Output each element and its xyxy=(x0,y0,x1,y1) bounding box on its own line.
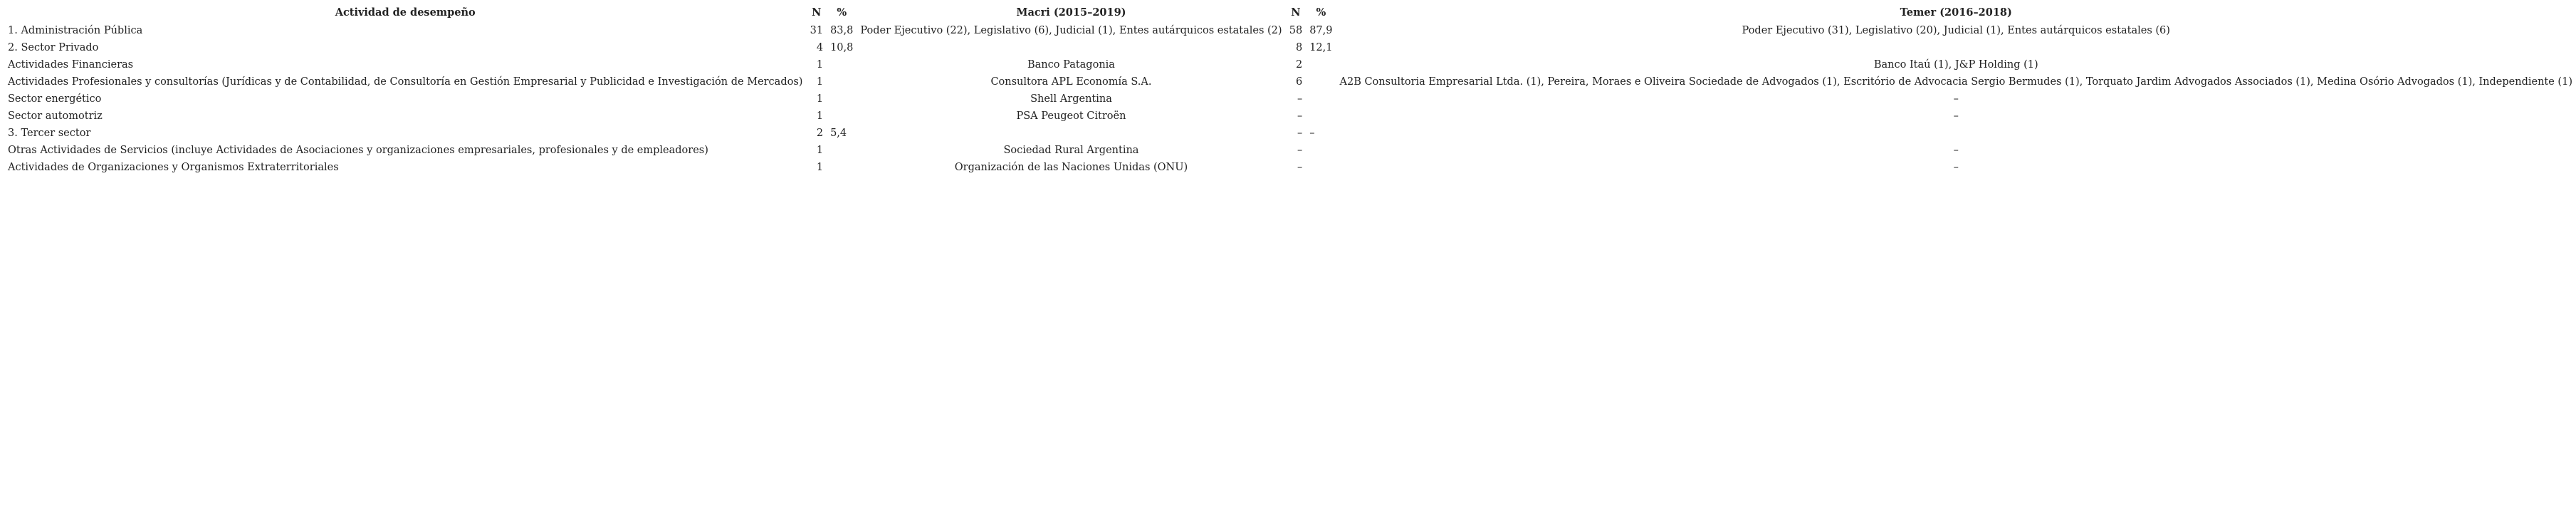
macri-detail-cell: Shell Argentina xyxy=(1030,93,1112,105)
temer-percent-cell: – xyxy=(1309,127,1315,139)
macri-percent-cell xyxy=(827,159,857,176)
macri-n-cell: 1 xyxy=(816,76,824,88)
macri-n-cell: 4 xyxy=(816,41,824,53)
table-row xyxy=(4,39,2576,56)
activity-table xyxy=(4,4,2576,176)
temer-percent-cell xyxy=(1306,108,1336,125)
temer-n-cell: – xyxy=(1297,127,1303,139)
table-header xyxy=(4,4,2576,22)
header-macri: Macri (2015–2019) xyxy=(1016,6,1126,19)
header-temer: Temer (2016–2018) xyxy=(1900,6,2012,19)
temer-percent-cell: 12,1 xyxy=(1309,41,1333,53)
temer-detail-cell xyxy=(1336,125,2576,142)
table-row xyxy=(4,90,2576,108)
table-row xyxy=(4,22,2576,39)
temer-n-cell: 2 xyxy=(1295,58,1303,71)
header-activity: Actividad de desempeño xyxy=(335,6,476,19)
temer-n-cell: 6 xyxy=(1295,76,1303,88)
macri-detail-cell: Poder Ejecutivo (22), Legislativo (6), Judicial (1), Entes autárquicos estatales (2) xyxy=(860,24,1282,36)
macri-percent-cell xyxy=(827,108,857,125)
macri-percent-cell xyxy=(827,90,857,108)
table-row xyxy=(4,56,2576,73)
macri-detail-cell: Consultora APL Economía S.A. xyxy=(990,76,1152,88)
table-row xyxy=(4,125,2576,142)
macri-n-cell: 2 xyxy=(816,127,824,139)
temer-detail-cell: – xyxy=(1953,110,1959,122)
macri-detail-cell: PSA Peugeot Citroën xyxy=(1016,110,1126,122)
activity-table-container xyxy=(4,4,2576,176)
macri-percent-cell xyxy=(827,73,857,90)
macri-detail-cell: Sociedad Rural Argentina xyxy=(1003,144,1139,156)
macri-n-cell: 1 xyxy=(816,93,824,105)
temer-percent-cell xyxy=(1306,56,1336,73)
activity-cell: Otras Actividades de Servicios (incluye Actividades de Asociaciones y organizaciones empresariales, profesionales y de empleadores) xyxy=(8,144,708,156)
header-temer-n: N xyxy=(1291,6,1301,19)
temer-n-cell: – xyxy=(1297,144,1303,156)
macri-percent-cell: 83,8 xyxy=(830,24,854,36)
temer-detail-cell: Poder Ejecutivo (31), Legislativo (20), Judicial (1), Entes autárquicos estatales (6) xyxy=(1742,24,2170,36)
table-row xyxy=(4,159,2576,176)
header-row xyxy=(4,4,2576,22)
header-macri-percent: % xyxy=(837,6,847,19)
temer-detail-cell: Banco Itaú (1), J&P Holding (1) xyxy=(1873,58,2038,71)
table-row xyxy=(4,142,2576,159)
macri-n-cell: 1 xyxy=(816,161,824,173)
temer-percent-cell xyxy=(1306,142,1336,159)
macri-n-cell: 1 xyxy=(816,110,824,122)
activity-cell: Sector energético xyxy=(8,93,102,105)
macri-n-cell: 31 xyxy=(810,24,824,36)
temer-detail-cell: – xyxy=(1953,144,1959,156)
temer-n-cell: – xyxy=(1297,161,1303,173)
temer-n-cell: – xyxy=(1297,93,1303,105)
table-row xyxy=(4,108,2576,125)
temer-n-cell: 8 xyxy=(1295,41,1303,53)
temer-detail-cell xyxy=(1336,39,2576,56)
macri-percent-cell xyxy=(827,56,857,73)
temer-detail-cell: – xyxy=(1953,161,1959,173)
macri-detail-cell xyxy=(857,39,1285,56)
activity-cell: 1. Administración Pública xyxy=(8,24,143,36)
table-body xyxy=(4,22,2576,176)
temer-detail-cell: A2B Consultoria Empresarial Ltda. (1), Pereira, Moraes e Oliveira Sociedade de Advogados (1), Escritório de Advocacia Sergio Bermudes (1), Torquato Jardim Advogados Associados (1), Medina Osório Advogados (1), Independiente (1) xyxy=(1339,76,2572,88)
activity-cell: Actividades Financieras xyxy=(8,58,134,71)
temer-detail-cell: – xyxy=(1953,93,1959,105)
macri-percent-cell: 5,4 xyxy=(830,127,847,139)
activity-cell: Actividades Profesionales y consultorías (Jurídicas y de Contabilidad, de Consultoría en Gestión Empresarial y Publicidad e Investigación de Mercados) xyxy=(8,76,803,88)
header-macri-n: N xyxy=(812,6,822,19)
table-row xyxy=(4,73,2576,90)
temer-percent-cell xyxy=(1306,73,1336,90)
macri-detail-cell xyxy=(857,125,1285,142)
temer-percent-cell xyxy=(1306,159,1336,176)
macri-percent-cell: 10,8 xyxy=(830,41,854,53)
activity-cell: Actividades de Organizaciones y Organismos Extraterritoriales xyxy=(8,161,339,173)
macri-n-cell: 1 xyxy=(816,144,824,156)
temer-percent-cell xyxy=(1306,90,1336,108)
header-temer-percent: % xyxy=(1316,6,1326,19)
macri-detail-cell: Organización de las Naciones Unidas (ONU) xyxy=(954,161,1188,173)
macri-n-cell: 1 xyxy=(816,58,824,71)
activity-cell: Sector automotriz xyxy=(8,110,103,122)
temer-percent-cell: 87,9 xyxy=(1309,24,1333,36)
macri-percent-cell xyxy=(827,142,857,159)
temer-n-cell: 58 xyxy=(1289,24,1303,36)
activity-cell: 3. Tercer sector xyxy=(8,127,91,139)
temer-n-cell: – xyxy=(1297,110,1303,122)
macri-detail-cell: Banco Patagonia xyxy=(1027,58,1115,71)
activity-cell: 2. Sector Privado xyxy=(8,41,99,53)
